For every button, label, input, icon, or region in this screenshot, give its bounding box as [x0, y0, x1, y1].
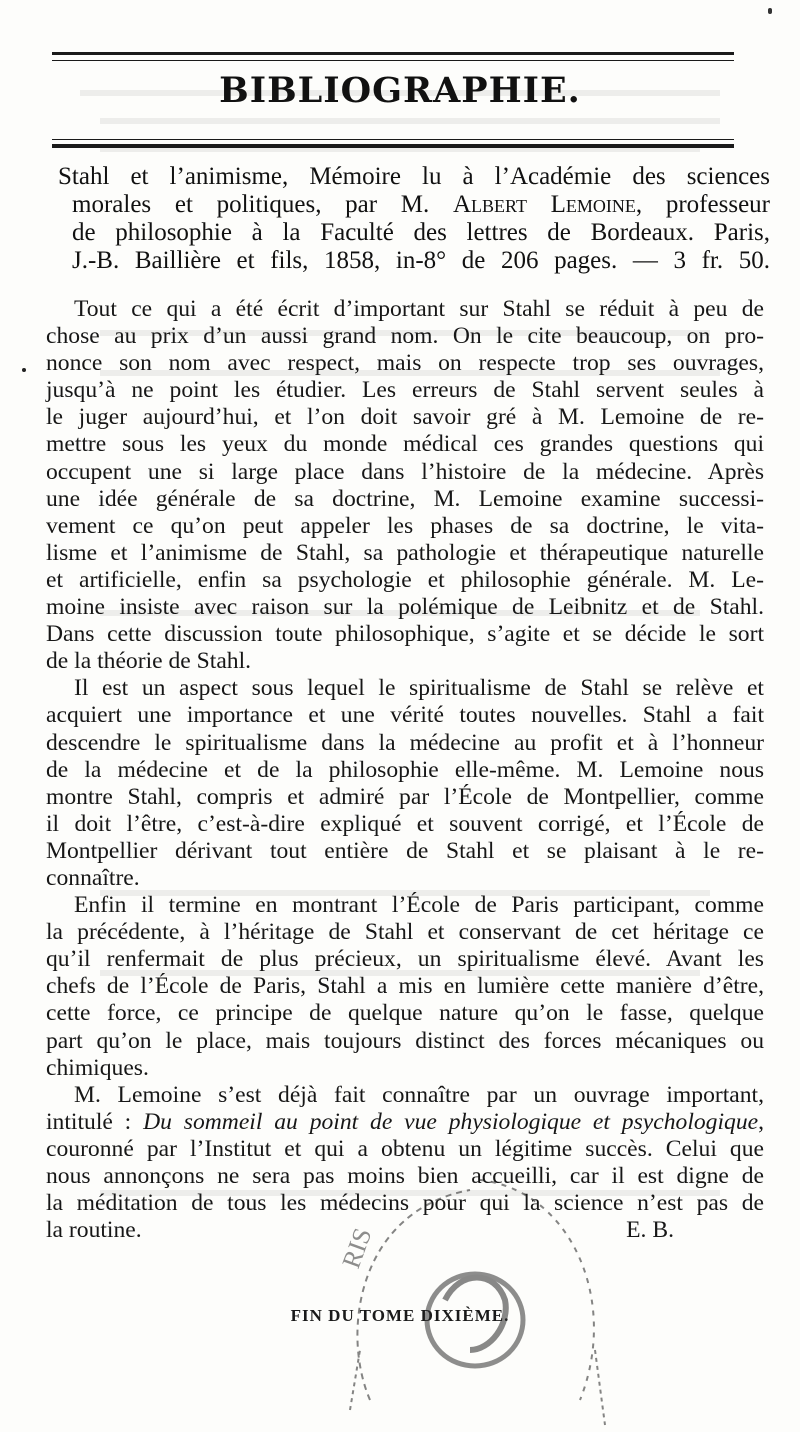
paragraph — [46, 892, 764, 1082]
text-line: jusqu’à ne point les étudier. Les erreurs de Stahl servent seules à — [46, 377, 764, 404]
text-line: qu’il renfermait de plus précieux, un spiritualisme élevé. Avant les — [46, 946, 764, 973]
text-line: nonce son nom avec respect, mais on respecte trop ses ouvrages, — [46, 350, 764, 377]
reference-line: J.-B. Baillière et fils, 1858, in-8° de 206 pages. — 3 fr. 50. — [72, 247, 770, 274]
text-line: moine insiste avec raison sur la polémique de Leibnitz et de Stahl. — [46, 594, 764, 621]
author-name: Albert Lemoine — [452, 191, 636, 218]
reference-text: morales et politiques, par M. — [72, 191, 453, 218]
text-line: Enfin il termine en montrant l’École de Paris participant, comme — [74, 892, 764, 919]
bottom-rule-thin — [52, 139, 734, 140]
text-line: chimiques. — [46, 1054, 149, 1081]
text-line: part qu’on le place, mais toujours distinct des forces mécaniques ou — [46, 1027, 764, 1054]
bibliographic-reference — [58, 163, 770, 275]
paragraph — [46, 1082, 764, 1245]
text-line: chefs de l’École de Paris, Stahl a mis en lumière cette manière d’être, — [46, 973, 764, 1000]
reference-line: de philosophie à la Faculté des lettres de Bordeaux. Paris, — [72, 219, 770, 246]
text-line: cette force, ce principe de quelque nature qu’on le fasse, quelque — [46, 1000, 764, 1027]
text-line: nous annonçons ne sera pas moins bien accueilli, car il est digne de — [46, 1163, 764, 1189]
stamp-text: RIS — [336, 1224, 378, 1273]
top-rule-thin — [52, 60, 734, 61]
text-line: de la théorie de Stahl. — [46, 648, 252, 675]
review-body — [46, 296, 764, 1244]
text-line: connaître. — [46, 864, 140, 891]
ink-speck — [768, 8, 772, 14]
text-line: descendre le spiritualisme dans la médecine au profit et à l’honneur — [46, 729, 764, 756]
paragraph — [46, 675, 764, 892]
text-line: et artificielle, enfin sa psychologie et philosophie générale. M. Le- — [46, 566, 764, 593]
text-line: occupent une si large place dans l’histoire de la médecine. Après — [46, 458, 764, 485]
text-line: couronné par l’Institut et qui a obtenu un légitime succès. Celui que — [46, 1135, 764, 1162]
top-rule-thick — [52, 52, 734, 55]
text-line: mettre sous les yeux du monde médical ces grandes questions qui — [46, 431, 764, 458]
text-line: lisme et l’animisme de Stahl, sa pathologie et thérapeutique naturelle — [46, 539, 764, 566]
bottom-rule-thick — [52, 144, 734, 148]
end-of-volume-note: FIN DU TOME DIXIÈME. — [290, 1306, 510, 1325]
text-line: Montpellier dérivant tout entière de Stahl et se plaisant à le re- — [46, 837, 764, 864]
text-line — [46, 1109, 764, 1136]
section-title: BIBLIOGRAPHIE. — [219, 70, 581, 111]
signature: E. B. — [626, 1217, 674, 1244]
paragraph — [46, 296, 764, 675]
text-line: une idée générale de sa doctrine, M. Lemoine examine successi- — [46, 485, 764, 512]
text-line: acquiert une importance et une vérité toutes nouvelles. Stahl a fait — [46, 702, 764, 729]
text-line: il doit l’être, c’est-à-dire expliqué et souvent corrigé, et l’École de — [46, 810, 764, 837]
text-line: de la médecine et de la philosophie elle-même. M. Lemoine nous — [46, 756, 764, 783]
reference-line: Stahl et l’animisme, Mémoire lu à l’Académie des sciences — [58, 163, 770, 190]
cited-work-title: Du sommeil au point de vue physiologique et psychologique — [143, 1108, 759, 1135]
text-line: Tout ce qui a été écrit d’important sur Stahl se réduit à peu de — [74, 296, 764, 322]
text-line: le juger aujourd’hui, et l’on doit savoir gré à M. Lemoine de re- — [46, 404, 764, 431]
text-line: la méditation de tous les médecins pour qui la science n’est pas de — [46, 1190, 764, 1217]
text-line: vement ce qu’on peut appeler les phases de sa doctrine, le vita- — [46, 512, 764, 539]
text-segment: intitulé : — [46, 1108, 144, 1135]
text-line: Dans cette discussion toute philosophique, s’agite et se décide le sort — [46, 621, 764, 648]
text-line: montre Stahl, compris et admiré par l’École de Montpellier, comme — [46, 783, 764, 810]
text-segment: , — [758, 1108, 764, 1135]
reference-line — [58, 191, 770, 219]
text-line: la routine. — [46, 1217, 142, 1244]
text-line: la précédente, à l’héritage de Stahl et conservant de cet héritage ce — [46, 919, 764, 946]
text-line: Il est un aspect sous lequel le spiritualisme de Stahl se relève et — [74, 675, 764, 702]
margin-mark — [22, 368, 26, 372]
text-line: chose au prix d’un aussi grand nom. On le cite beaucoup, on pro- — [46, 323, 764, 350]
closing-line — [46, 1217, 764, 1244]
reference-text: , professeur — [635, 191, 770, 218]
text-line: M. Lemoine s’est déjà fait connaître par un ouvrage important, — [74, 1081, 764, 1108]
